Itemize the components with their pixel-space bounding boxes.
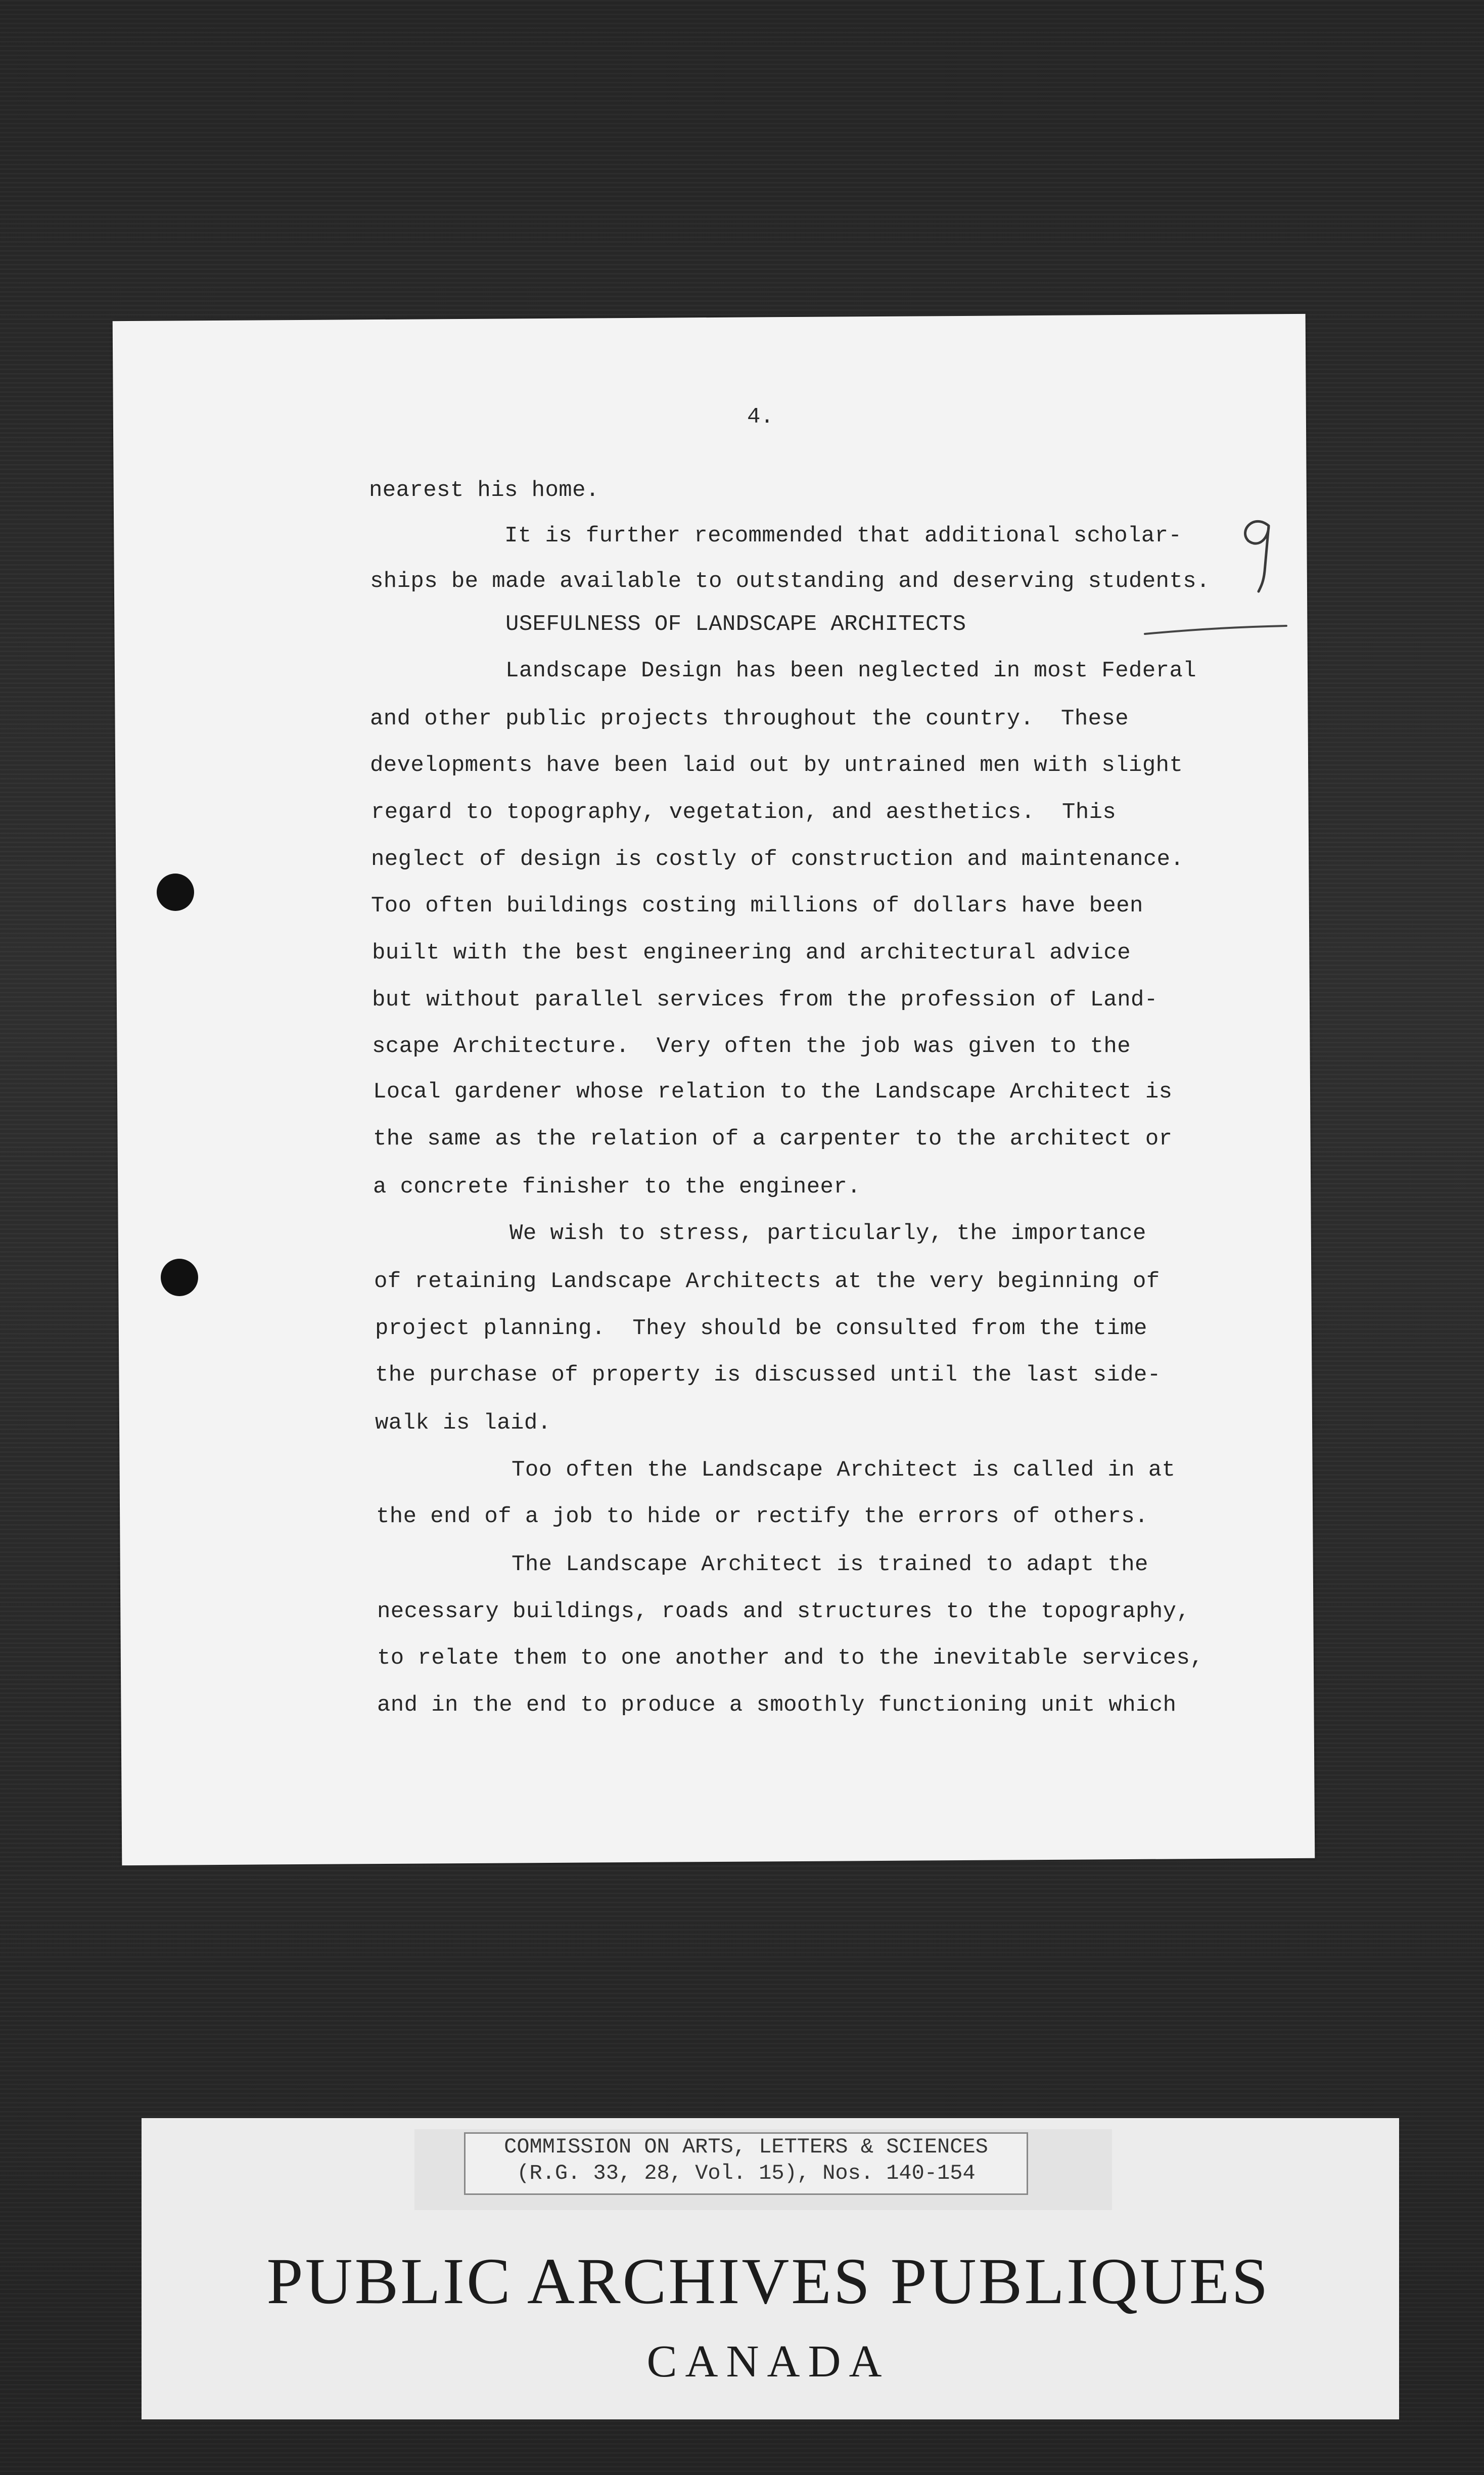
document-line: Too often buildings costing millions of dollars have been — [371, 893, 1143, 919]
document-line: The Landscape Architect is trained to adapt the — [376, 1552, 1148, 1577]
punch-hole-bottom — [161, 1259, 198, 1296]
document-line: the end of a job to hide or rectify the errors of others. — [376, 1504, 1148, 1529]
document-line: USEFULNESS OF LANDSCAPE ARCHITECTS — [370, 612, 966, 637]
document-line: but without parallel services from the profession of Land- — [372, 987, 1158, 1013]
document-line: and in the end to produce a smoothly functioning unit which — [377, 1692, 1177, 1718]
document-line: Local gardener whose relation to the Landscape Architect is — [373, 1079, 1173, 1105]
document-line: nearest his home. — [369, 478, 599, 503]
handwritten-dash-mark — [1142, 623, 1289, 638]
document-line: developments have been laid out by untrained men with slight — [370, 753, 1183, 778]
document-line: walk is laid. — [375, 1410, 551, 1436]
document-line: scape Architecture. Very often the job was given to the — [372, 1034, 1131, 1059]
document-line: to relate them to one another and to the inevitable services, — [377, 1645, 1204, 1671]
document-line: Too often the Landscape Architect is called in at — [376, 1457, 1176, 1483]
document-line: It is further recommended that additional scholar- — [369, 523, 1182, 548]
document-line: regard to topography, vegetation, and aesthetics. This — [371, 800, 1117, 825]
page-number: 4. — [747, 404, 774, 430]
archives-country: CANADA — [646, 2336, 890, 2387]
punch-hole-top — [157, 874, 194, 911]
document-line: a concrete finisher to the engineer. — [373, 1174, 861, 1200]
commission-label — [464, 2132, 1028, 2195]
document-line: Landscape Design has been neglected in most Federal — [370, 658, 1197, 683]
commission-line-2: (R.G. 33, 28, Vol. 15), Nos. 140-154 — [517, 2161, 976, 2185]
document-line: necessary buildings, roads and structures to the topography, — [377, 1599, 1190, 1624]
archives-title: PUBLIC ARCHIVES PUBLIQUES — [266, 2245, 1270, 2318]
document-line: built with the best engineering and architectural advice — [372, 940, 1131, 966]
commission-line-1: COMMISSION ON ARTS, LETTERS & SCIENCES — [504, 2135, 988, 2159]
document-line: and other public projects throughout the country. These — [370, 706, 1129, 731]
document-line: neglect of design is costly of construction and maintenance. — [371, 847, 1184, 872]
document-line: We wish to stress, particularly, the importance — [374, 1221, 1146, 1246]
document-line: of retaining Landscape Architects at the very beginning of — [374, 1269, 1160, 1294]
document-line: the purchase of property is discussed until the last side- — [375, 1362, 1161, 1388]
document-line: project planning. They should be consulted from the time — [375, 1316, 1147, 1341]
handwritten-nine-mark — [1233, 511, 1279, 597]
document-line: the same as the relation of a carpenter to the architect or — [373, 1126, 1173, 1152]
document-line: ships be made available to outstanding and deserving students. — [370, 569, 1210, 594]
